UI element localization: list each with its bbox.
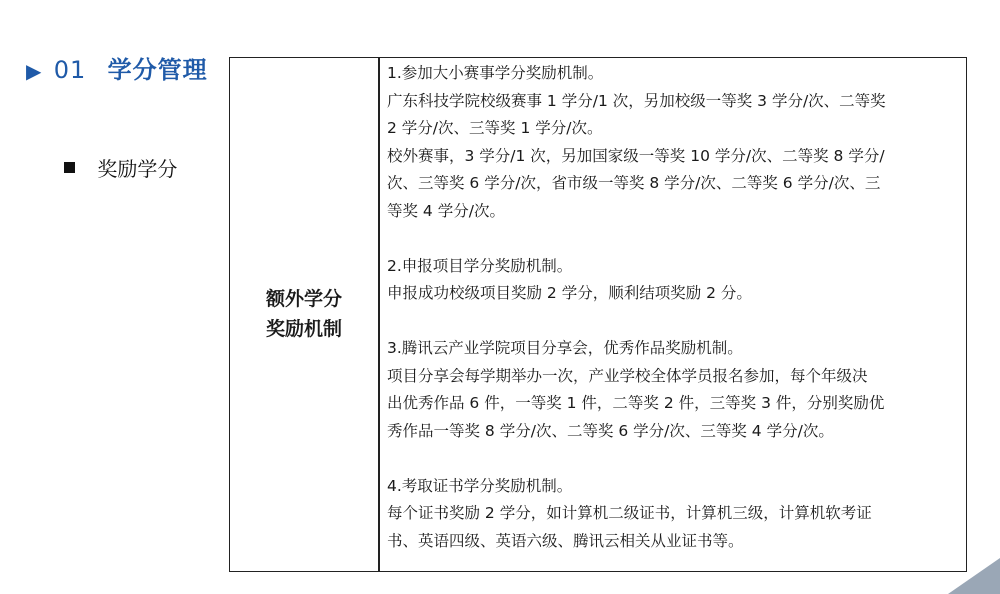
play-triangle-icon: ▶ (26, 59, 43, 83)
reward-item-heading: 4.考取证书学分奖励机制。 (387, 476, 573, 495)
reward-item (387, 473, 962, 556)
reward-item-line: 秀作品一等奖 8 学分/次、二等奖 6 学分/次、三等奖 4 学分/次。 (387, 421, 834, 440)
reward-item-line: 等奖 4 学分/次。 (387, 201, 505, 220)
reward-item-line: 广东科技学院校级赛事 1 学分/1 次，另加校级一等奖 3 学分/次、二等奖 (387, 91, 886, 110)
reward-item-line: 书、英语四级、英语六级、腾讯云相关从业证书等。 (387, 531, 744, 550)
reward-item (387, 60, 962, 225)
left-label-line-2: 奖励机制 (265, 318, 342, 340)
reward-item-line: 校外赛事，3 学分/1 次，另加国家级一等奖 10 学分/次、二等奖 8 学分/ (387, 146, 885, 165)
corner-decoration (948, 558, 1000, 594)
reward-item-heading: 2.申报项目学分奖励机制。 (387, 256, 573, 275)
reward-table (229, 57, 967, 572)
reward-item-line: 出优秀作品 6 件，一等奖 1 件，二等奖 2 件，三等奖 3 件，分别奖励优 (387, 394, 885, 412)
left-label-cell (230, 284, 378, 344)
square-bullet-icon (64, 162, 75, 173)
reward-item-line: 次、三等奖 6 学分/次，省市级一等奖 8 学分/次、二等奖 6 学分/次、三 (387, 174, 881, 192)
reward-item (387, 335, 962, 445)
section-title-text: 学分管理 (107, 56, 208, 84)
reward-item-line: 每个证书奖励 2 学分，如计算机二级证书，计算机三级，计算机软考证 (387, 504, 872, 522)
section-title (26, 50, 208, 85)
reward-item-heading: 1.参加大小赛事学分奖励机制。 (387, 64, 604, 82)
content-cell (387, 60, 962, 583)
subheading-text: 奖励学分 (97, 157, 178, 181)
reward-item (387, 253, 962, 308)
subheading (64, 153, 177, 182)
reward-item-line: 项目分享会每学期举办一次，产业学校全体学员报名参加，每个年级决 (387, 366, 868, 385)
section-number: 01 (53, 56, 87, 84)
column-divider (378, 58, 380, 571)
reward-item-line: 申报成功校级项目奖励 2 学分，顺利结项奖励 2 分。 (387, 284, 752, 302)
left-label-line-1: 额外学分 (265, 288, 342, 310)
reward-item-line: 2 学分/次、三等奖 1 学分/次。 (387, 119, 603, 137)
reward-item-heading: 3.腾讯云产业学院项目分享会，优秀作品奖励机制。 (387, 339, 743, 357)
